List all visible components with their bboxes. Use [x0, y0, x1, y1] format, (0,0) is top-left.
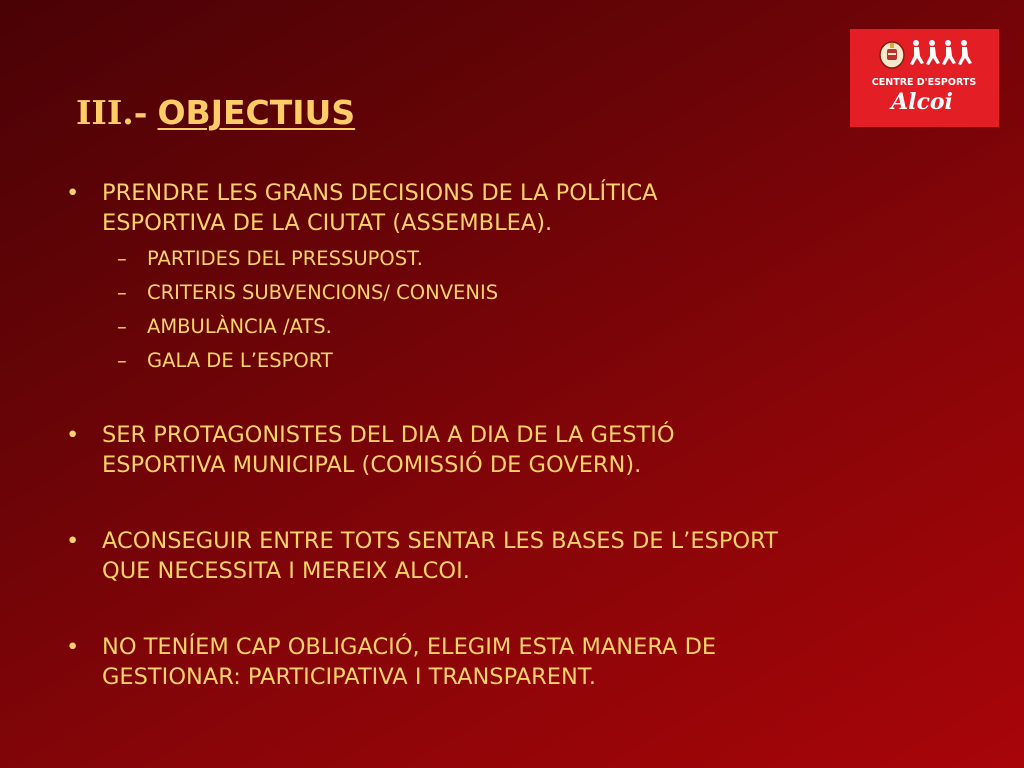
logo-graphic	[850, 29, 999, 127]
bullet-marker: •	[66, 528, 80, 554]
bullet-marker: •	[66, 634, 80, 660]
bullet-item	[60, 632, 1000, 692]
sub-bullet-item	[60, 276, 1000, 310]
sub-bullet-item	[60, 344, 1000, 378]
bullet-item	[60, 420, 1000, 480]
sub-bullet-text: AMBULÀNCIA /ATS.	[147, 315, 332, 338]
centre-esports-alcoi-logo	[850, 29, 999, 127]
sub-bullet-item	[60, 242, 1000, 276]
sub-bullet-marker: –	[117, 349, 127, 372]
sub-bullet-text: CRITERIS SUBVENCIONS/ CONVENIS	[147, 281, 499, 304]
sub-bullet-marker: –	[117, 315, 127, 338]
bullet-item	[60, 526, 1000, 586]
title-heading: OBJECTIUS	[157, 93, 356, 132]
bullet-line: PRENDRE LES GRANS DECISIONS DE LA POLÍTICA	[102, 180, 658, 206]
logo-text-bottom: Alcoi	[891, 89, 953, 115]
bullet-line: ESPORTIVA DE LA CIUTAT (ASSEMBLEA).	[102, 210, 553, 236]
sub-bullet-text: GALA DE L’ESPORT	[147, 349, 333, 372]
sub-bullet-item	[60, 310, 1000, 344]
sub-bullet-marker: –	[117, 281, 127, 304]
bullet-list	[60, 178, 1000, 692]
bullet-line: QUE NECESSITA I MEREIX ALCOI.	[102, 558, 470, 584]
bullet-line: GESTIONAR: PARTICIPATIVA I TRANSPARENT.	[102, 664, 597, 690]
slide-title	[76, 93, 355, 133]
logo-text-top: CENTRE D'ESPORTS	[871, 77, 977, 88]
runners-icon	[910, 40, 972, 65]
bullet-marker: •	[66, 180, 80, 206]
sub-bullet-marker: –	[117, 247, 127, 270]
bullet-line: SER PROTAGONISTES DEL DIA A DIA DE LA GESTIÓ	[102, 422, 675, 448]
bullet-line: ESPORTIVA MUNICIPAL (COMISSIÓ DE GOVERN).	[102, 452, 642, 478]
bullet-item	[60, 178, 1000, 238]
bullet-line: NO TENÍEM CAP OBLIGACIÓ, ELEGIM ESTA MANERA DE	[102, 634, 717, 660]
bullet-line: ACONSEGUIR ENTRE TOTS SENTAR LES BASES DE L’ESPORT	[102, 528, 778, 554]
title-number: III.-	[76, 93, 148, 132]
sub-bullet-text: PARTIDES DEL PRESSUPOST.	[147, 247, 423, 270]
crest-icon	[880, 42, 904, 68]
bullet-marker: •	[66, 422, 80, 448]
